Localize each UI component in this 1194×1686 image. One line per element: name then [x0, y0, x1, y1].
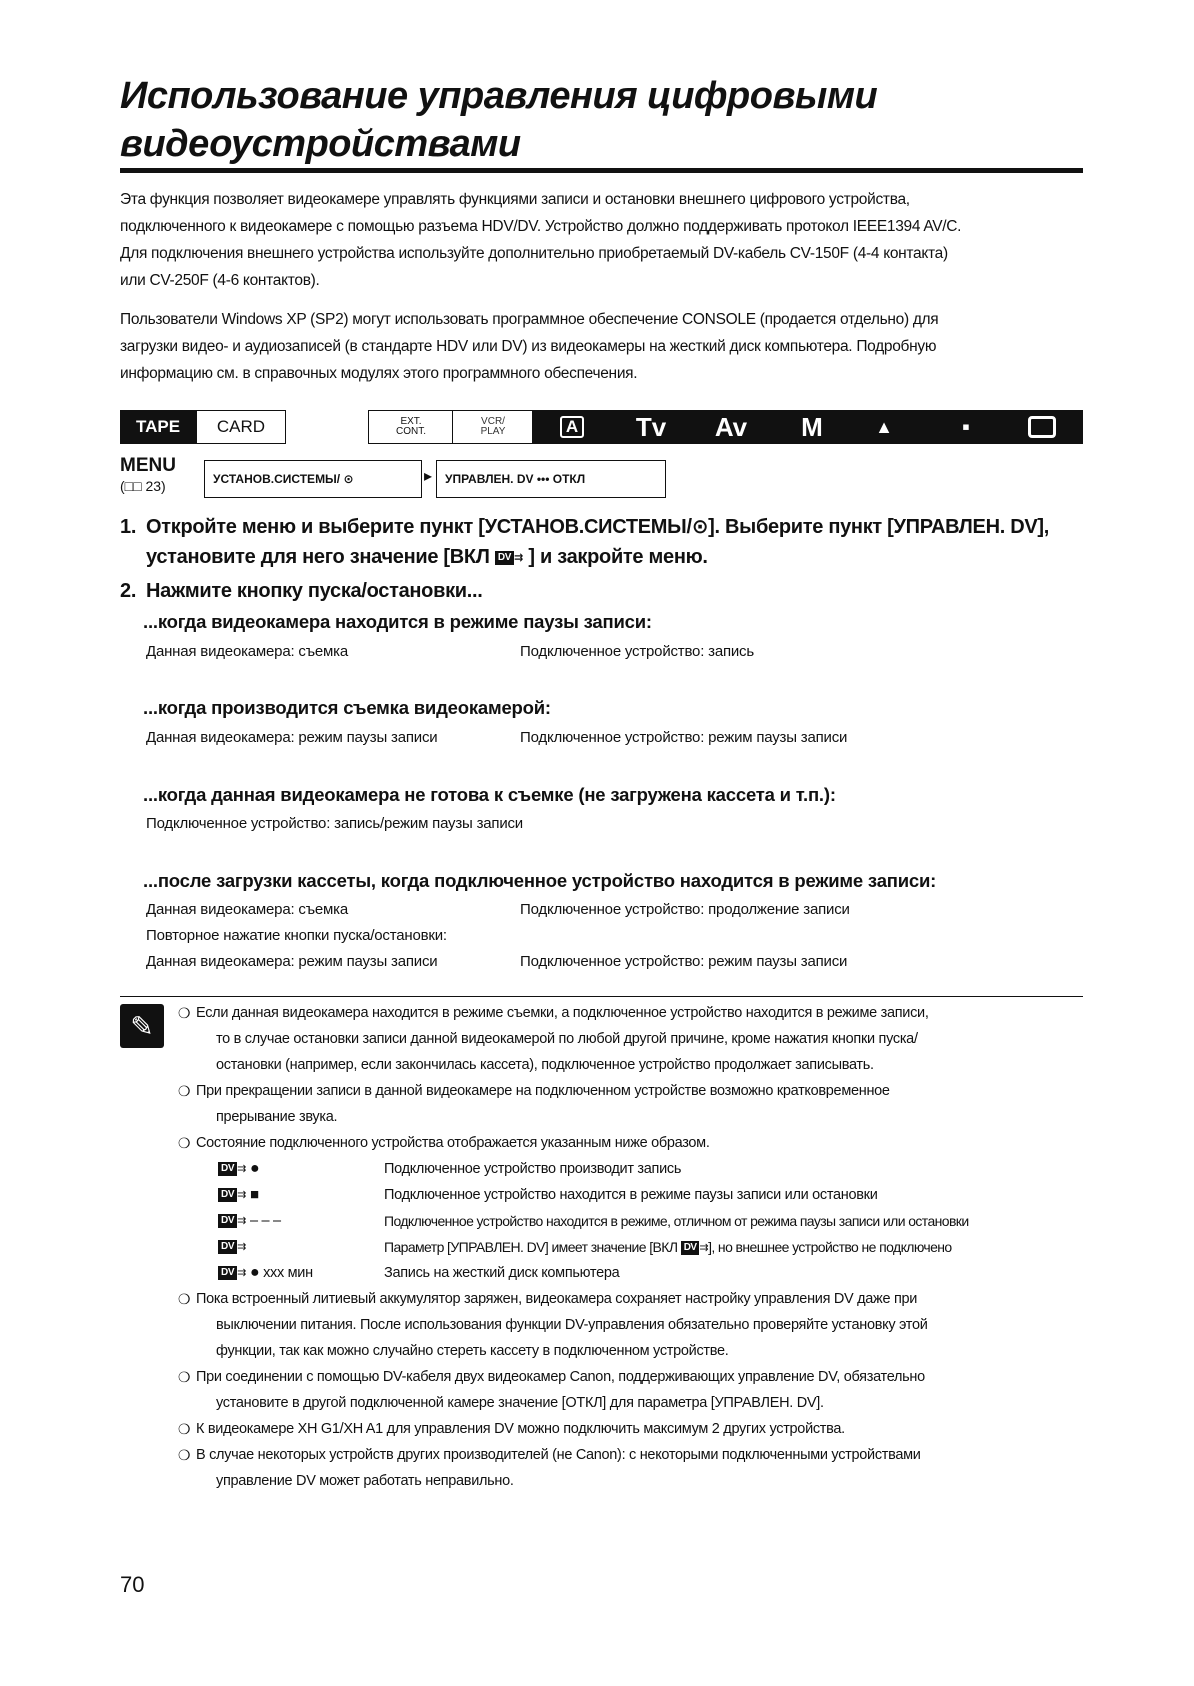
- state-row-4-symbol: [218, 1234, 246, 1260]
- note-bullet-icon: ❍: [178, 1369, 191, 1385]
- intro-p2-line3: информацию см. в справочных модулях этого программного обеспечения.: [120, 365, 638, 382]
- note-4: [178, 1286, 1096, 1364]
- page-number: 70: [120, 1572, 145, 1597]
- mode-tape: TAPE: [120, 410, 196, 444]
- intro-p1-line3: Для подключения внешнего устройства используйте дополнительно приобретаемый DV-кабель CV-150F (4-4 контакта): [120, 245, 948, 262]
- mode-dial-strip: [532, 410, 1083, 444]
- state-row-2-symbol: [218, 1182, 259, 1208]
- dv-signal-icon: ⇉: [237, 1267, 247, 1280]
- title-line-1: Использование управления цифровыми: [120, 75, 878, 117]
- menu-item-system-setup: УСТАНОВ.СИСТЕМЫ/ ⊙: [204, 460, 422, 498]
- intro-p1-line2: подключенного к видеокамере с помощью разъема HDV/DV. Устройство должно поддерживать протокол IEEE1394 AV/C.: [120, 218, 962, 235]
- mode-vcr-bottom: PLAY: [480, 426, 506, 437]
- title-line-2: видеоустройствами: [120, 123, 521, 165]
- step-1-line1: Откройте меню и выберите пункт [УСТАНОВ.СИСТЕМЫ/⊙]. Выберите пункт [УПРАВЛЕН. DV],: [146, 516, 1050, 538]
- state-row-3-desc: Подключенное устройство находится в режиме, отличном от режима паузы записи или остановки: [384, 1213, 969, 1229]
- intro-paragraph-1: [120, 186, 1083, 294]
- case-4-device: Подключенное устройство: продолжение записи: [520, 901, 850, 918]
- mode-easy-icon: ▲: [875, 416, 893, 437]
- intro-p1-line1: Эта функция позволяет видеокамере управлять функциями записи и остановки внешнего цифрового устройства,: [120, 191, 910, 208]
- case-4-camera-2: Данная видеокамера: режим паузы записи: [146, 953, 438, 970]
- intro-p1-line4: или CV-250F (4-6 контактов).: [120, 272, 320, 289]
- state-row-1-desc: Подключенное устройство производит запись: [384, 1161, 682, 1177]
- dv-signal-icon: ⇉: [237, 1215, 247, 1228]
- case-2-device: Подключенное устройство: режим паузы записи: [520, 729, 848, 746]
- note-4-line1: Пока встроенный литиевый аккумулятор заряжен, видеокамера сохраняет настройку управления DV даже при: [196, 1291, 918, 1307]
- note-bullet-icon: ❍: [178, 1005, 191, 1021]
- case-3-device: Подключенное устройство: запись/режим паузы записи: [146, 815, 523, 832]
- mode-bar: [120, 410, 1083, 444]
- note-3: [178, 1130, 1096, 1156]
- note-6: [178, 1416, 1096, 1442]
- note-3-text: Состояние подключенного устройства отображается указанным ниже образом.: [196, 1135, 710, 1151]
- case-1-camera: Данная видеокамера: съемка: [146, 643, 348, 660]
- note-4-line3: функции, так как можно случайно стереть кассету в подключенном устройстве.: [216, 1343, 729, 1359]
- mode-cine-icon: [1012, 410, 1072, 444]
- menu-page-ref: (□□ 23): [120, 478, 166, 494]
- state-row-4-desc-a: Параметр [УПРАВЛЕН. DV] имеет значение [ВКЛ: [384, 1239, 678, 1255]
- step-1-line2a: установите для него значение [ВКЛ: [146, 546, 490, 568]
- note-7-line2: управление DV может работать неправильно.: [216, 1473, 514, 1489]
- case-4-device-2: Подключенное устройство: режим паузы записи: [520, 953, 848, 970]
- mode-vcr-play: [452, 410, 534, 444]
- mode-ext-top: EXT.: [400, 416, 422, 427]
- step-2: [120, 576, 1083, 606]
- note-bullet-icon: ❍: [178, 1083, 191, 1099]
- case-4-camera: Данная видеокамера: съемка: [146, 901, 348, 918]
- state-row-4-desc: [384, 1234, 952, 1261]
- dv-badge-icon: DV: [218, 1266, 237, 1280]
- note-bullet-icon: ❍: [178, 1447, 191, 1463]
- step-2-number: 2.: [120, 580, 137, 602]
- dv-badge-icon: DV: [218, 1188, 237, 1202]
- dv-badge-icon: DV: [218, 1240, 237, 1254]
- page-title: [120, 72, 1080, 168]
- state-row-4-desc-b: ], но внешнее устройство не подключено: [708, 1239, 952, 1255]
- note-5-line2: установите в другой подключенной камере значение [ОТКЛ] для параметра [УПРАВЛЕН. DV].: [216, 1395, 824, 1411]
- menu-arrow-icon: ▸: [424, 468, 433, 485]
- dv-badge-icon: DV: [218, 1162, 237, 1176]
- note-1-line3: остановки (например, если закончилась кассета), подключенное устройство продолжает записывать.: [216, 1057, 874, 1073]
- intro-p2-line1: Пользователи Windows XP (SP2) могут использовать программное обеспечение CONSOLE (продается отдельно) для: [120, 311, 939, 328]
- dash-line-icon: – – –: [249, 1213, 281, 1229]
- dv-control-badge-icon: DV: [495, 551, 514, 565]
- intro-p2-line2: загрузки видео- и аудиозаписей (в стандарте HDV или DV) из видеокамеры на жесткий диск компьютера. Подробную: [120, 338, 937, 355]
- note-2-line2: прерывание звука.: [216, 1109, 338, 1125]
- step-1-line2b: ] и закройте меню.: [528, 546, 708, 568]
- note-1: [178, 1000, 1096, 1078]
- case-2-camera: Данная видеокамера: режим паузы записи: [146, 729, 438, 746]
- dv-signal-icon: ⇉: [237, 1241, 247, 1254]
- dv-signal-icon: ⇉: [237, 1189, 247, 1202]
- mode-ext-cont: [368, 410, 454, 444]
- note-bullet-icon: ❍: [178, 1135, 191, 1151]
- state-row-1-symbol: [218, 1156, 259, 1182]
- step-1: [120, 512, 1083, 573]
- menu-item-dv-control: УПРАВЛЕН. DV ••• ОТКЛ: [436, 460, 666, 498]
- notes-divider: [120, 996, 1083, 997]
- state-row-2-desc: Подключенное устройство находится в режиме паузы записи или остановки: [384, 1187, 878, 1203]
- note-7: [178, 1442, 1096, 1494]
- mode-card: CARD: [196, 410, 286, 444]
- note-2-line1: При прекращении записи в данной видеокамере на подключенном устройстве возможно кратковременное: [196, 1083, 890, 1099]
- mode-tv: Tv: [635, 411, 667, 442]
- state-row-3-symbol: [218, 1208, 281, 1234]
- mode-scene-icon: ▪: [962, 414, 970, 439]
- case-3-heading: ...когда данная видеокамера не готова к съемке (не загружена кассета и т.п.):: [143, 784, 836, 805]
- case-1-device: Подключенное устройство: запись: [520, 643, 754, 660]
- mode-m: M: [801, 411, 823, 442]
- note-pencil-icon: ✎: [120, 1004, 164, 1048]
- state-row-5-desc: Запись на жесткий диск компьютера: [384, 1265, 620, 1281]
- note-5: [178, 1364, 1096, 1416]
- dv-badge-icon: DV: [218, 1214, 237, 1228]
- case-4-repeat: Повторное нажатие кнопки пуска/остановки:: [146, 927, 447, 944]
- mode-vcr-top: VCR/: [481, 416, 505, 427]
- note-1-line1: Если данная видеокамера находится в режиме съемки, а подключенное устройство находится в режиме записи,: [196, 1005, 929, 1021]
- note-6-text: К видеокамере XH G1/XH A1 для управления DV можно подключить максимум 2 других устройства.: [196, 1421, 845, 1437]
- title-divider: [120, 168, 1083, 173]
- dv-signal-icon: ⇉: [699, 1242, 709, 1255]
- state-row-5-symbol: [218, 1260, 313, 1286]
- mode-auto-icon: A: [542, 410, 602, 444]
- mode-cine-frame: [1028, 416, 1056, 438]
- record-dot-icon: ●: [249, 1160, 260, 1177]
- note-7-line1: В случае некоторых устройств других производителей (не Canon): с некоторыми подключенными устройствами: [196, 1447, 921, 1463]
- note-1-line2: то в случае остановки записи данной видеокамерой по любой другой причине, кроме нажатия кнопки пуска/: [216, 1031, 918, 1047]
- note-bullet-icon: ❍: [178, 1421, 191, 1437]
- mode-av: Av: [714, 411, 748, 442]
- stop-square-icon: ■: [249, 1186, 259, 1203]
- dv-badge-icon: DV: [681, 1241, 700, 1255]
- note-2: [178, 1078, 1096, 1130]
- mode-ext-bottom: CONT.: [396, 426, 426, 437]
- record-dot-icon: ●: [249, 1264, 260, 1281]
- dv-signal-icon: ⇉: [514, 551, 524, 564]
- menu-label: MENU: [120, 455, 176, 476]
- case-4-heading: ...после загрузки кассеты, когда подключенное устройство находится в режиме записи:: [143, 870, 937, 891]
- dv-signal-icon: ⇉: [237, 1163, 247, 1176]
- step-2-text: Нажмите кнопку пуска/остановки...: [146, 580, 483, 602]
- note-4-line2: выключении питания. После использования функции DV-управления обязательно проверяйте установку этой: [216, 1317, 928, 1333]
- state-row-5-minutes: xxx мин: [263, 1265, 313, 1281]
- case-1-heading: ...когда видеокамера находится в режиме паузы записи:: [143, 611, 652, 632]
- note-5-line1: При соединении с помощью DV-кабеля двух видеокамер Canon, поддерживающих управление DV, обязательно: [196, 1369, 925, 1385]
- step-1-number: 1.: [120, 516, 137, 538]
- case-2-heading: ...когда производится съемка видеокамерой:: [143, 697, 551, 718]
- note-bullet-icon: ❍: [178, 1291, 191, 1307]
- intro-paragraph-2: [120, 306, 1083, 387]
